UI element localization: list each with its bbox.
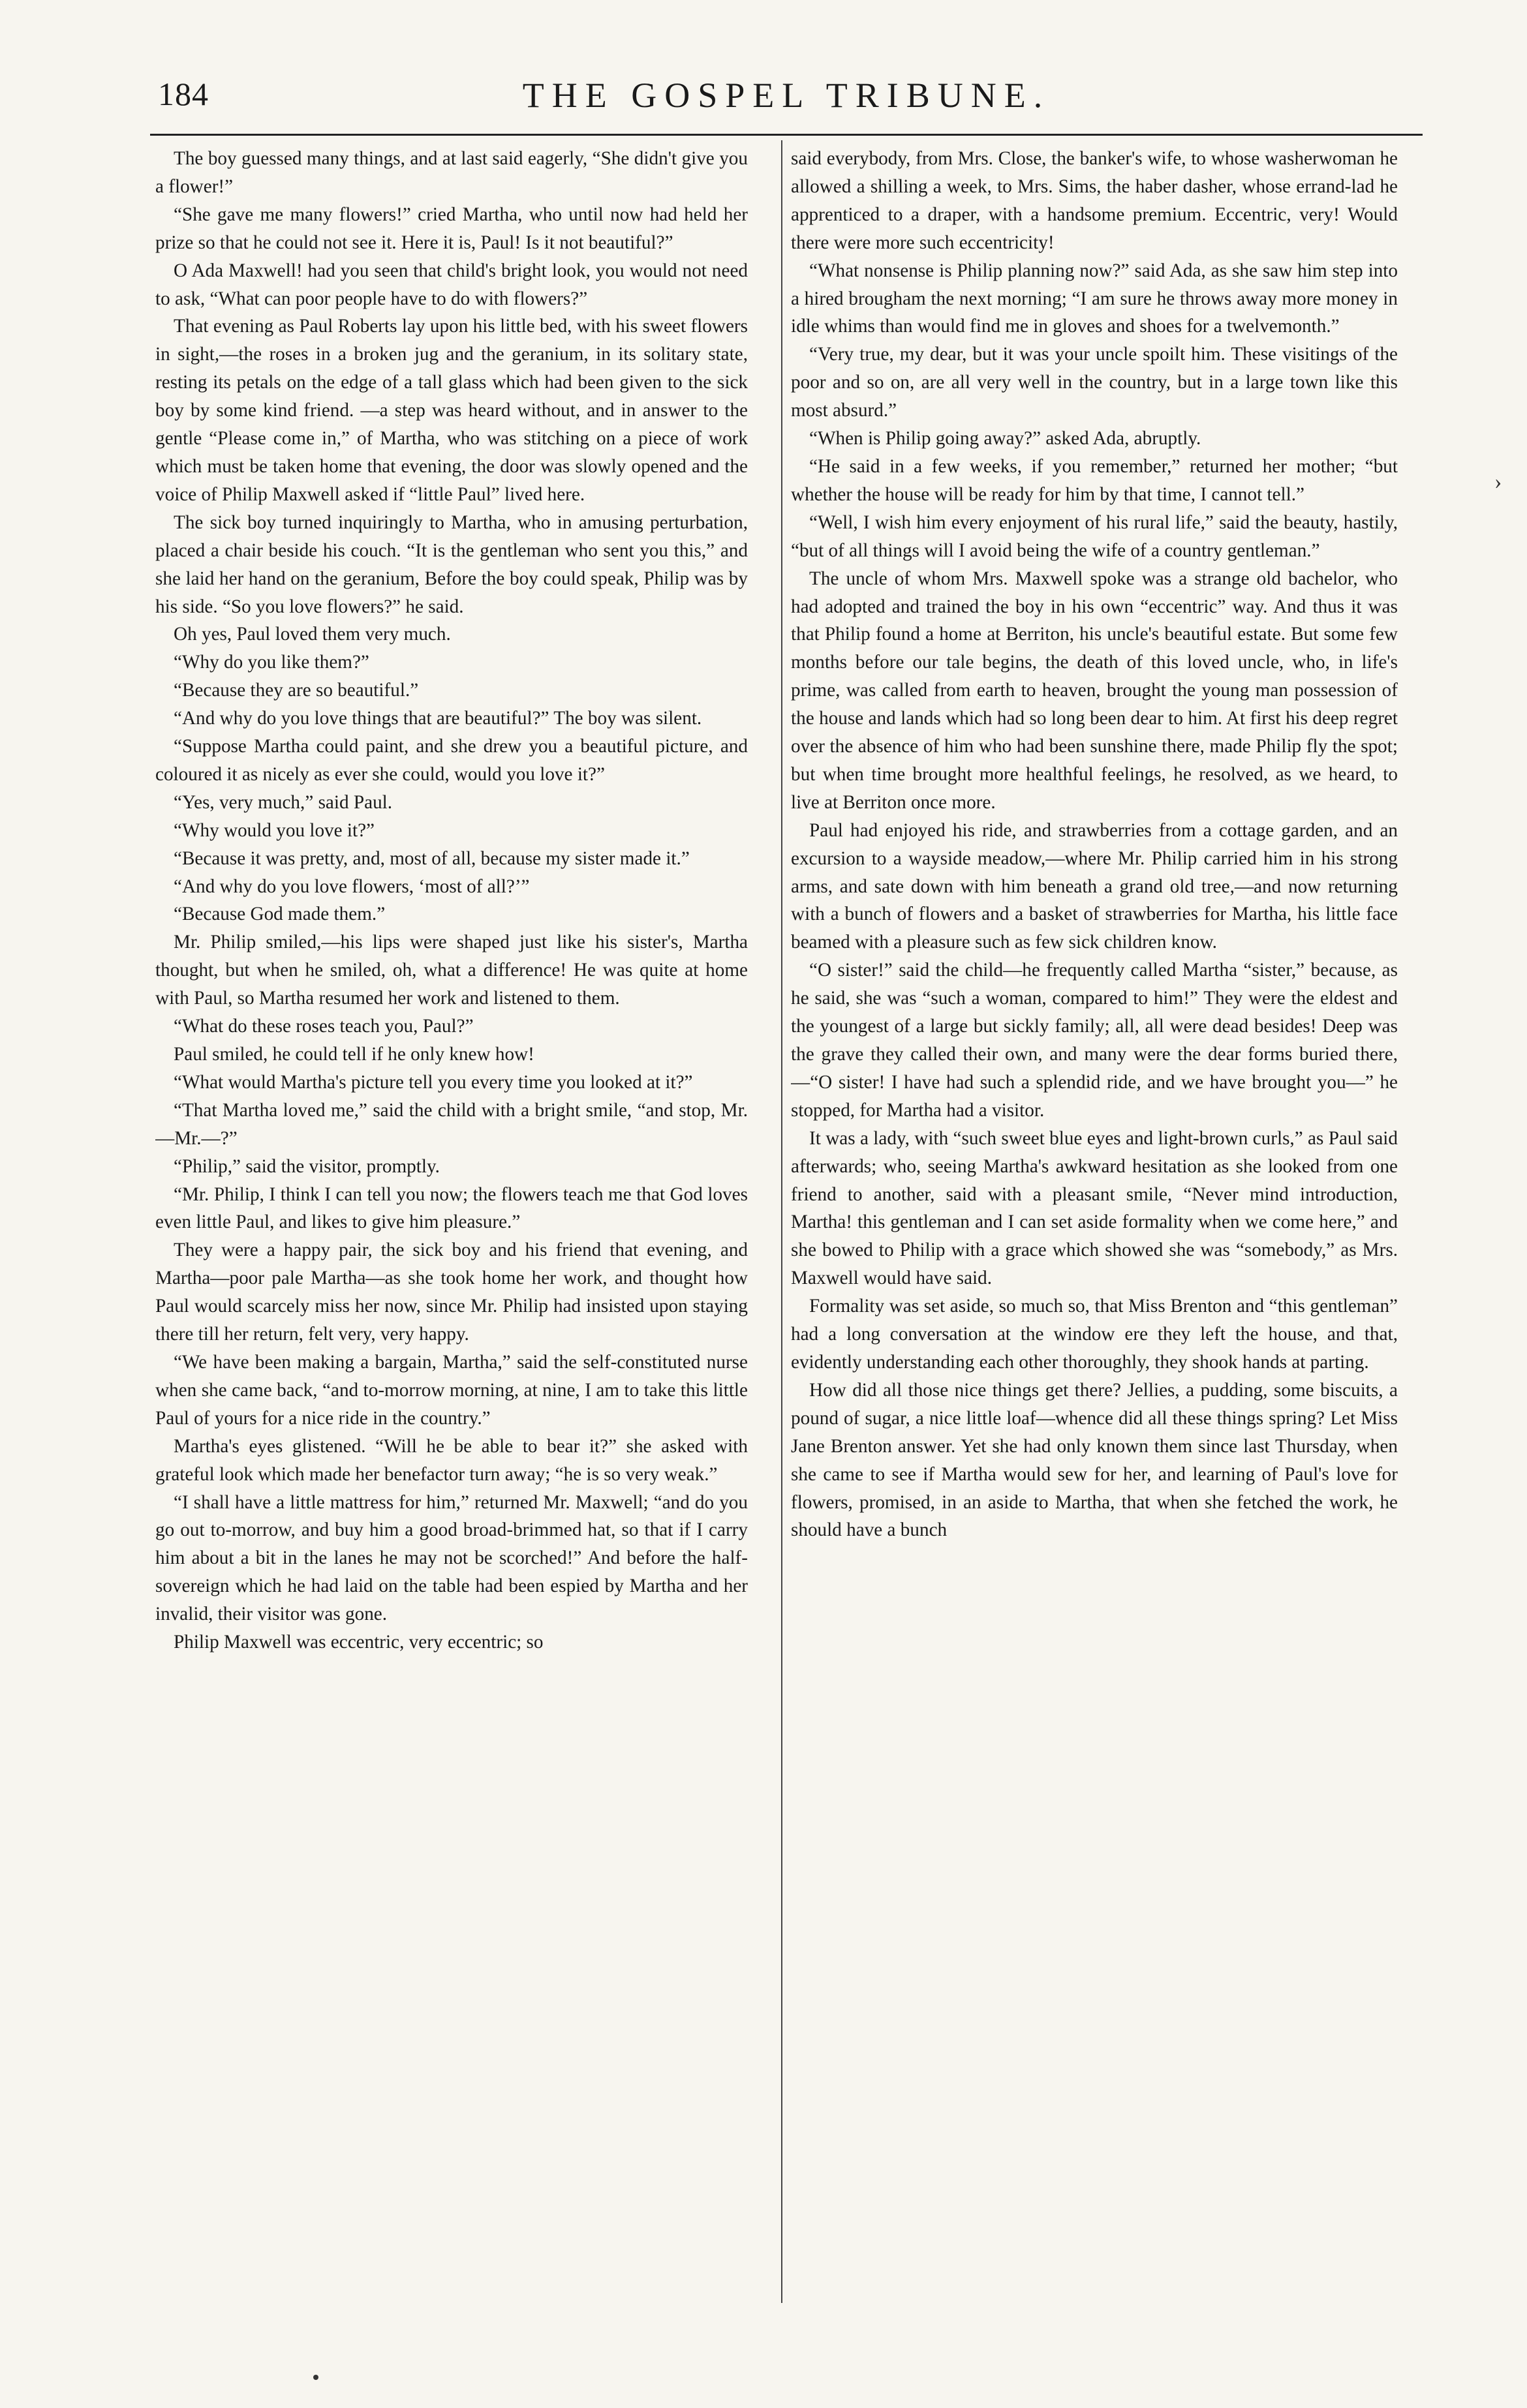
margin-mark: ›	[1494, 470, 1502, 494]
paragraph: “What do these roses teach you, Paul?”	[174, 1016, 474, 1037]
paragraph: “We have been making a bargain, Martha,” said the self-constituted nurse when she came back, “and to-morrow morning, at nine, I am to take this little Paul of yours for a nice ride in the country.”	[155, 1351, 748, 1429]
paragraph: Paul smiled, he could tell if he only knew how!	[174, 1044, 534, 1065]
paragraph: The boy guessed many things, and at last said eagerly, “She didn't give you a flower!”	[155, 148, 748, 197]
paragraph: “I shall have a little mattress for him,” returned Mr. Maxwell; “and do you go out to-morrow, and buy him a good broad-brimmed hat, so that if I carry him about a bit in the lanes he may not be scorched!” And before the half-sovereign which he had laid on the table had been espied by Martha and her invalid, their visitor was gone.	[155, 1491, 748, 1625]
paragraph: “Why would you love it?”	[174, 819, 375, 841]
paragraph: O Ada Maxwell! had you seen that child's bright look, you would not need to ask, “What can poor people have to do with flowers?”	[155, 260, 748, 309]
paragraph: “And why do you love things that are beautiful?” The boy was silent.	[174, 708, 702, 729]
paragraph: Paul had enjoyed his ride, and strawberries from a cottage garden, and an excursion to a wayside meadow,—where Mr. Philip carried him in his strong arms, and sate down with him beneath a grand old tree,—and now returning with a bunch of flowers and a basket of strawberries for Martha, his little face beamed with a pleasure such as few sick children know.	[791, 819, 1398, 953]
paragraph: “What nonsense is Philip planning now?” said Ada, as she saw him step into a hired brougham the next morning; “I am sure he throws away more money in idle whims than would find me in gloves and shoes for a twelvemonth.”	[791, 260, 1398, 337]
paragraph: “That Martha loved me,” said the child with a bright smile, “and stop, Mr.—Mr.—?”	[155, 1099, 748, 1149]
header-rule	[150, 134, 1423, 136]
paragraph: “She gave me many flowers!” cried Martha, who until now had held her prize so that he could not see it. Here it is, Paul! Is it not beautiful?”	[155, 204, 748, 253]
paragraph: “Very true, my dear, but it was your uncle spoilt him. These visitings of the poor and so on, are all very well in the country, but in a large town like this most absurd.”	[791, 344, 1398, 421]
paragraph: They were a happy pair, the sick boy and his friend that evening, and Martha—poor pale Martha—as she took home her work, and thought how Paul would scarcely miss her now, since Mr. Philip had insisted upon staying there till her return, felt very, very happy.	[155, 1240, 748, 1345]
paragraph: “He said in a few weeks, if you remember,” returned her mother; “but whether the house will be ready for him by that time, I cannot tell.”	[791, 455, 1398, 505]
paragraph: Philip Maxwell was eccentric, very eccentric; so	[174, 1632, 544, 1653]
paragraph: “Suppose Martha could paint, and she drew you a beautiful picture, and coloured it as nicely as ever she could, would you love it?”	[155, 736, 748, 785]
paragraph: Oh yes, Paul loved them very much.	[174, 624, 451, 645]
paragraph: “Because God made them.”	[174, 904, 386, 925]
paragraph: The sick boy turned inquiringly to Martha, who in amusing perturbation, placed a chair beside his couch. “It is the gentleman who sent you this,” and she laid her hand on the geranium, Before the boy could speak, Philip was by his side. “So you love flowers?” he said.	[155, 511, 748, 617]
left-column	[155, 145, 748, 2304]
paragraph: “Because they are so beautiful.”	[174, 680, 419, 701]
paragraph: “When is Philip going away?” asked Ada, abruptly.	[809, 428, 1201, 450]
paragraph: “What would Martha's picture tell you every time you looked at it?”	[174, 1071, 693, 1093]
paragraph: “And why do you love flowers, ‘most of all?’”	[174, 876, 530, 897]
ink-speck	[313, 2375, 318, 2380]
paragraph: “Why do you like them?”	[174, 652, 369, 673]
paragraph: How did all those nice things get there? Jellies, a pudding, some biscuits, a pound of sugar, a nice little loaf—whence did all these things spring? Let Miss Jane Brenton answer. Yet she had only known them since last Thursday, when she came to see if Martha would sew for her, and learning of Paul's love for flowers, promised, in an aside to Martha, that when she fetched the work, he should have a bunch	[791, 1379, 1398, 1541]
paragraph: Formality was set aside, so much so, that Miss Brenton and “this gentleman” had a long conversation at the window ere they left the house, and that, evidently understanding each other thoroughly, they shook hands at parting.	[791, 1296, 1398, 1373]
paragraph: Mr. Philip smiled,—his lips were shaped just like his sister's, Martha thought, but when he smiled, oh, what a difference! He was quite at home with Paul, so Martha resumed her work and listened to them.	[155, 932, 748, 1009]
page-header	[150, 62, 1423, 127]
page-number: 184	[158, 76, 209, 112]
paragraph: The uncle of whom Mrs. Maxwell spoke was a strange old bachelor, who had adopted and trained the boy in his own “eccentric” way. And thus it was that Philip found a home at Berriton, his uncle's beautiful estate. But some few months before our tale begins, the death of this loved uncle, who, in life's prime, was called from earth to heaven, brought the young man possession of the house and lands which had so long been dear to him. At first his deep regret over the absence of him who had been sunshine there, made Philip fly the spot; but when time brought more healthful feelings, he resolved, as we heard, to live at Berriton once more.	[791, 568, 1398, 813]
paragraph: “Philip,” said the visitor, promptly.	[174, 1155, 440, 1177]
paragraph: said everybody, from Mrs. Close, the banker's wife, to whose washerwoman he allowed a shilling a week, to Mrs. Sims, the haber dasher, whose errand-lad he apprenticed to a draper, with a handsome premium. Eccentric, very! Would there were more such eccentricity!	[791, 148, 1398, 253]
paragraph: “Well, I wish him every enjoyment of his rural life,” said the beauty, hastily, “but of all things will I avoid being the wife of a country gentleman.”	[791, 511, 1398, 561]
paragraph: “O sister!” said the child—he frequently called Martha “sister,” because, as he said, she was “such a woman, compared to him!” They were the eldest and the youngest of a large but sickly family; all, all were dead besides! Deep was the grave they called their own, and many were the dear forms buried there,—“O sister! I have had such a splendid ride, and we have brought you—” he stopped, for Martha had a visitor.	[791, 960, 1398, 1121]
paragraph: “Because it was pretty, and, most of all, because my sister made it.”	[174, 847, 690, 869]
running-title: THE GOSPEL TRIBUNE.	[522, 76, 1051, 115]
right-column	[791, 145, 1398, 2304]
paragraph: Martha's eyes glistened. “Will he be able to bear it?” she asked with grateful look which made her benefactor turn away; “he is so very weak.”	[155, 1435, 748, 1485]
paragraph: “Mr. Philip, I think I can tell you now; the flowers teach me that God loves even little Paul, and likes to give him pleasure.”	[155, 1183, 748, 1233]
column-divider	[781, 140, 782, 2303]
paragraph: “Yes, very much,” said Paul.	[174, 791, 393, 813]
paragraph: It was a lady, with “such sweet blue eyes and light-brown curls,” as Paul said afterwards; who, seeing Martha's awkward hesitation as she looked from one friend to another, said with a pleasant smile, “Never mind introduction, Martha! this gentleman and I can set aside formality when we come here,” and she bowed to Philip with a grace which showed she was “somebody,” as Mrs. Maxwell would have said.	[791, 1127, 1398, 1289]
paragraph: That evening as Paul Roberts lay upon his little bed, with his sweet flowers in sight,—the roses in a broken jug and the geranium, in its solitary state, resting its petals on the edge of a tall glass which had been given to the sick boy by some kind friend. —a step was heard without, and in answer to the gentle “Please come in,” of Martha, who was stitching on a piece of work which must be taken home that evening, the door was slowly opened and the voice of Philip Maxwell asked if “little Paul” lived here.	[155, 316, 748, 505]
